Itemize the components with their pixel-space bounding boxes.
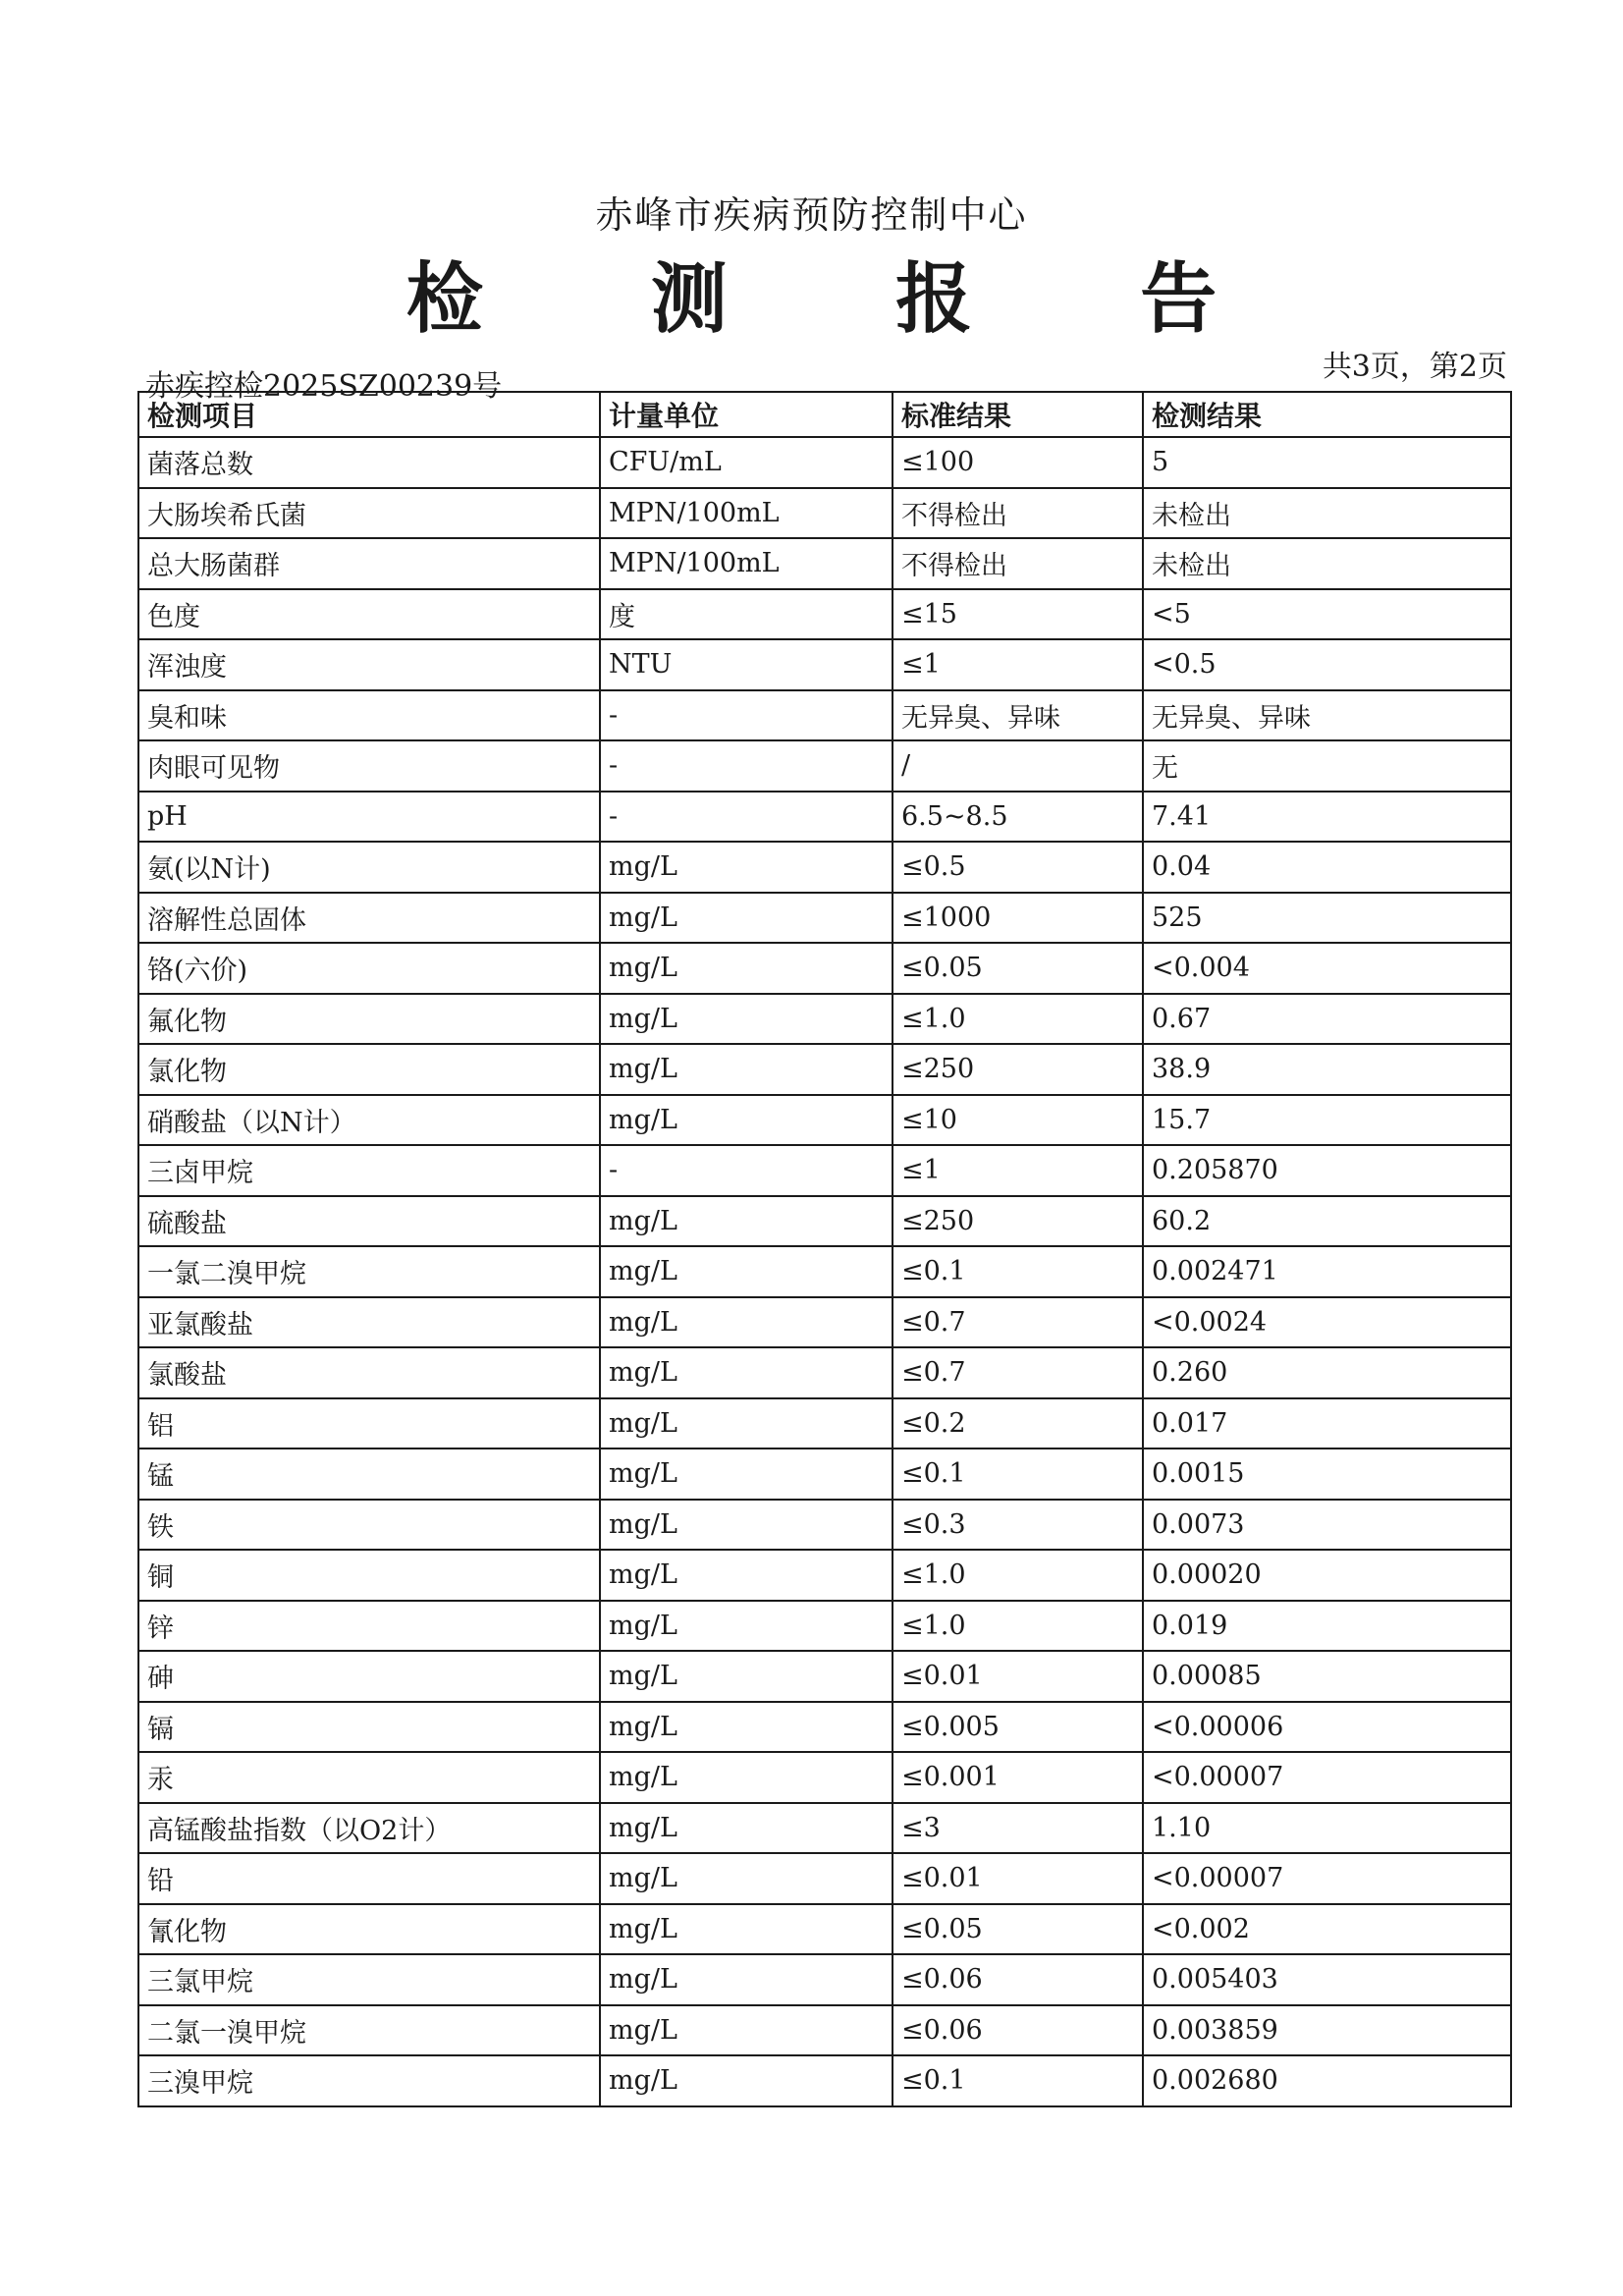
column-header-result: 检测结果 bbox=[1143, 392, 1511, 437]
item-name-cell: 铬(六价) bbox=[138, 943, 600, 994]
result-cell: 0.0073 bbox=[1143, 1500, 1511, 1551]
table-row bbox=[138, 1145, 1511, 1196]
column-header-unit: 计量单位 bbox=[600, 392, 893, 437]
result-cell: <5 bbox=[1143, 589, 1511, 640]
standard-cell: ≤1 bbox=[893, 1145, 1143, 1196]
standard-cell: ≤0.06 bbox=[893, 1954, 1143, 2005]
standard-cell: ≤1.0 bbox=[893, 994, 1143, 1045]
result-cell: 0.003859 bbox=[1143, 2005, 1511, 2056]
unit-cell: - bbox=[600, 1145, 893, 1196]
unit-cell: mg/L bbox=[600, 943, 893, 994]
item-name-cell: 二氯一溴甲烷 bbox=[138, 2005, 600, 2056]
item-name-cell: 大肠埃希氏菌 bbox=[138, 488, 600, 539]
standard-cell: ≤0.7 bbox=[893, 1347, 1143, 1398]
report-title: 检 测 报 告 bbox=[406, 254, 1288, 344]
table-row bbox=[138, 437, 1511, 488]
item-name-cell: 氨(以N计) bbox=[138, 842, 600, 893]
unit-cell: mg/L bbox=[600, 1398, 893, 1449]
table-row bbox=[138, 2005, 1511, 2056]
unit-cell: MPN/100mL bbox=[600, 488, 893, 539]
unit-cell: mg/L bbox=[600, 1904, 893, 1955]
result-cell: 0.019 bbox=[1143, 1601, 1511, 1652]
item-name-cell: 铜 bbox=[138, 1550, 600, 1601]
item-name-cell: 氟化物 bbox=[138, 994, 600, 1045]
standard-cell: ≤0.5 bbox=[893, 842, 1143, 893]
item-name-cell: 氯化物 bbox=[138, 1044, 600, 1095]
result-cell: 0.0015 bbox=[1143, 1449, 1511, 1500]
unit-cell: - bbox=[600, 792, 893, 843]
standard-cell: ≤0.06 bbox=[893, 2005, 1143, 2056]
unit-cell: mg/L bbox=[600, 1500, 893, 1551]
item-name-cell: 硫酸盐 bbox=[138, 1196, 600, 1247]
unit-cell: mg/L bbox=[600, 1853, 893, 1904]
table-row bbox=[138, 2055, 1511, 2106]
item-name-cell: 肉眼可见物 bbox=[138, 740, 600, 792]
item-name-cell: 锰 bbox=[138, 1449, 600, 1500]
table-row bbox=[138, 488, 1511, 539]
table-row bbox=[138, 639, 1511, 690]
table-row bbox=[138, 1246, 1511, 1297]
table-row bbox=[138, 690, 1511, 741]
unit-cell: mg/L bbox=[600, 2005, 893, 2056]
result-cell: 0.04 bbox=[1143, 842, 1511, 893]
standard-cell: ≤1.0 bbox=[893, 1601, 1143, 1652]
item-name-cell: 氰化物 bbox=[138, 1904, 600, 1955]
table-row bbox=[138, 1601, 1511, 1652]
table-row bbox=[138, 1651, 1511, 1702]
standard-cell: 无异臭、异味 bbox=[893, 690, 1143, 741]
table-row bbox=[138, 1297, 1511, 1348]
unit-cell: CFU/mL bbox=[600, 437, 893, 488]
result-cell: 7.41 bbox=[1143, 792, 1511, 843]
result-cell: 0.017 bbox=[1143, 1398, 1511, 1449]
result-cell: 1.10 bbox=[1143, 1803, 1511, 1854]
item-name-cell: 一氯二溴甲烷 bbox=[138, 1246, 600, 1297]
standard-cell: ≤0.05 bbox=[893, 1904, 1143, 1955]
standard-cell: ≤10 bbox=[893, 1095, 1143, 1146]
unit-cell: mg/L bbox=[600, 1297, 893, 1348]
table-row bbox=[138, 1347, 1511, 1398]
item-name-cell: 溶解性总固体 bbox=[138, 893, 600, 944]
result-cell: 0.00020 bbox=[1143, 1550, 1511, 1601]
table-row bbox=[138, 1095, 1511, 1146]
result-cell: 60.2 bbox=[1143, 1196, 1511, 1247]
item-name-cell: 色度 bbox=[138, 589, 600, 640]
table-row bbox=[138, 1398, 1511, 1449]
column-header-standard: 标准结果 bbox=[893, 392, 1143, 437]
unit-cell: NTU bbox=[600, 639, 893, 690]
unit-cell: mg/L bbox=[600, 1702, 893, 1753]
result-cell: <0.00007 bbox=[1143, 1752, 1511, 1803]
result-cell: 0.002471 bbox=[1143, 1246, 1511, 1297]
table-row bbox=[138, 1954, 1511, 2005]
result-cell: 未检出 bbox=[1143, 538, 1511, 589]
unit-cell: mg/L bbox=[600, 994, 893, 1045]
item-name-cell: 高锰酸盐指数（以O2计） bbox=[138, 1803, 600, 1854]
table-row bbox=[138, 1550, 1511, 1601]
table-row bbox=[138, 1196, 1511, 1247]
unit-cell: mg/L bbox=[600, 1752, 893, 1803]
result-cell: 0.67 bbox=[1143, 994, 1511, 1045]
standard-cell: / bbox=[893, 740, 1143, 792]
item-name-cell: 三卤甲烷 bbox=[138, 1145, 600, 1196]
page-indicator: 共3页，第2页 bbox=[1322, 350, 1507, 384]
table-row bbox=[138, 740, 1511, 792]
standard-cell: ≤15 bbox=[893, 589, 1143, 640]
table-row bbox=[138, 589, 1511, 640]
unit-cell: mg/L bbox=[600, 1601, 893, 1652]
organization-name: 赤峰市疾病预防控制中心 bbox=[595, 193, 1028, 237]
standard-cell: ≤0.7 bbox=[893, 1297, 1143, 1348]
standard-cell: ≤1.0 bbox=[893, 1550, 1143, 1601]
table-row bbox=[138, 792, 1511, 843]
standard-cell: ≤250 bbox=[893, 1044, 1143, 1095]
item-name-cell: 总大肠菌群 bbox=[138, 538, 600, 589]
standard-cell: 6.5~8.5 bbox=[893, 792, 1143, 843]
standard-cell: ≤0.2 bbox=[893, 1398, 1143, 1449]
item-name-cell: 三氯甲烷 bbox=[138, 1954, 600, 2005]
result-cell: <0.004 bbox=[1143, 943, 1511, 994]
item-name-cell: 铝 bbox=[138, 1398, 600, 1449]
result-cell: 525 bbox=[1143, 893, 1511, 944]
standard-cell: ≤0.001 bbox=[893, 1752, 1143, 1803]
result-cell: 0.260 bbox=[1143, 1347, 1511, 1398]
table-header-row bbox=[138, 392, 1511, 437]
unit-cell: - bbox=[600, 740, 893, 792]
table-row bbox=[138, 842, 1511, 893]
unit-cell: mg/L bbox=[600, 1651, 893, 1702]
table-row bbox=[138, 1853, 1511, 1904]
standard-cell: ≤0.3 bbox=[893, 1500, 1143, 1551]
unit-cell: mg/L bbox=[600, 1246, 893, 1297]
item-name-cell: 亚氯酸盐 bbox=[138, 1297, 600, 1348]
item-name-cell: 氯酸盐 bbox=[138, 1347, 600, 1398]
item-name-cell: 臭和味 bbox=[138, 690, 600, 741]
item-name-cell: 铅 bbox=[138, 1853, 600, 1904]
result-cell: <0.00007 bbox=[1143, 1853, 1511, 1904]
unit-cell: MPN/100mL bbox=[600, 538, 893, 589]
standard-cell: ≤0.01 bbox=[893, 1853, 1143, 1904]
unit-cell: mg/L bbox=[600, 1095, 893, 1146]
unit-cell: 度 bbox=[600, 589, 893, 640]
report-number: 赤疾控检2025SZ00239号 bbox=[145, 369, 503, 404]
standard-cell: 不得检出 bbox=[893, 488, 1143, 539]
standard-cell: ≤0.1 bbox=[893, 1449, 1143, 1500]
result-cell: 5 bbox=[1143, 437, 1511, 488]
unit-cell: mg/L bbox=[600, 1196, 893, 1247]
result-cell: 无异臭、异味 bbox=[1143, 690, 1511, 741]
unit-cell: mg/L bbox=[600, 2055, 893, 2106]
table-row bbox=[138, 943, 1511, 994]
result-cell: 0.002680 bbox=[1143, 2055, 1511, 2106]
standard-cell: ≤250 bbox=[893, 1196, 1143, 1247]
table-row bbox=[138, 1044, 1511, 1095]
item-name-cell: 硝酸盐（以N计） bbox=[138, 1095, 600, 1146]
table-row bbox=[138, 893, 1511, 944]
standard-cell: ≤3 bbox=[893, 1803, 1143, 1854]
table-row bbox=[138, 1752, 1511, 1803]
table-row bbox=[138, 1803, 1511, 1854]
standard-cell: ≤0.1 bbox=[893, 1246, 1143, 1297]
result-cell: <0.5 bbox=[1143, 639, 1511, 690]
result-cell: 0.00085 bbox=[1143, 1651, 1511, 1702]
unit-cell: mg/L bbox=[600, 1803, 893, 1854]
results-table-body bbox=[138, 437, 1511, 2106]
result-cell: 38.9 bbox=[1143, 1044, 1511, 1095]
unit-cell: mg/L bbox=[600, 1044, 893, 1095]
standard-cell: ≤0.005 bbox=[893, 1702, 1143, 1753]
item-name-cell: 铁 bbox=[138, 1500, 600, 1551]
unit-cell: mg/L bbox=[600, 1449, 893, 1500]
item-name-cell: 菌落总数 bbox=[138, 437, 600, 488]
result-cell: 无 bbox=[1143, 740, 1511, 792]
item-name-cell: 砷 bbox=[138, 1651, 600, 1702]
result-cell: <0.002 bbox=[1143, 1904, 1511, 1955]
item-name-cell: 三溴甲烷 bbox=[138, 2055, 600, 2106]
results-table bbox=[137, 391, 1512, 2107]
unit-cell: mg/L bbox=[600, 1954, 893, 2005]
item-name-cell: 锌 bbox=[138, 1601, 600, 1652]
result-cell: 未检出 bbox=[1143, 488, 1511, 539]
table-row bbox=[138, 994, 1511, 1045]
column-header-item: 检测项目 bbox=[138, 392, 600, 437]
standard-cell: ≤0.1 bbox=[893, 2055, 1143, 2106]
standard-cell: ≤0.01 bbox=[893, 1651, 1143, 1702]
result-cell: 0.205870 bbox=[1143, 1145, 1511, 1196]
standard-cell: ≤0.05 bbox=[893, 943, 1143, 994]
table-row bbox=[138, 1904, 1511, 1955]
result-cell: 15.7 bbox=[1143, 1095, 1511, 1146]
standard-cell: ≤100 bbox=[893, 437, 1143, 488]
table-row bbox=[138, 1449, 1511, 1500]
result-cell: 0.005403 bbox=[1143, 1954, 1511, 2005]
table-row bbox=[138, 1500, 1511, 1551]
item-name-cell: 镉 bbox=[138, 1702, 600, 1753]
table-row bbox=[138, 538, 1511, 589]
result-cell: <0.00006 bbox=[1143, 1702, 1511, 1753]
table-row bbox=[138, 1702, 1511, 1753]
standard-cell: 不得检出 bbox=[893, 538, 1143, 589]
unit-cell: mg/L bbox=[600, 893, 893, 944]
standard-cell: ≤1 bbox=[893, 639, 1143, 690]
unit-cell: - bbox=[600, 690, 893, 741]
standard-cell: ≤1000 bbox=[893, 893, 1143, 944]
item-name-cell: 汞 bbox=[138, 1752, 600, 1803]
unit-cell: mg/L bbox=[600, 1550, 893, 1601]
unit-cell: mg/L bbox=[600, 1347, 893, 1398]
item-name-cell: pH bbox=[138, 792, 600, 843]
result-cell: <0.0024 bbox=[1143, 1297, 1511, 1348]
unit-cell: mg/L bbox=[600, 842, 893, 893]
item-name-cell: 浑浊度 bbox=[138, 639, 600, 690]
